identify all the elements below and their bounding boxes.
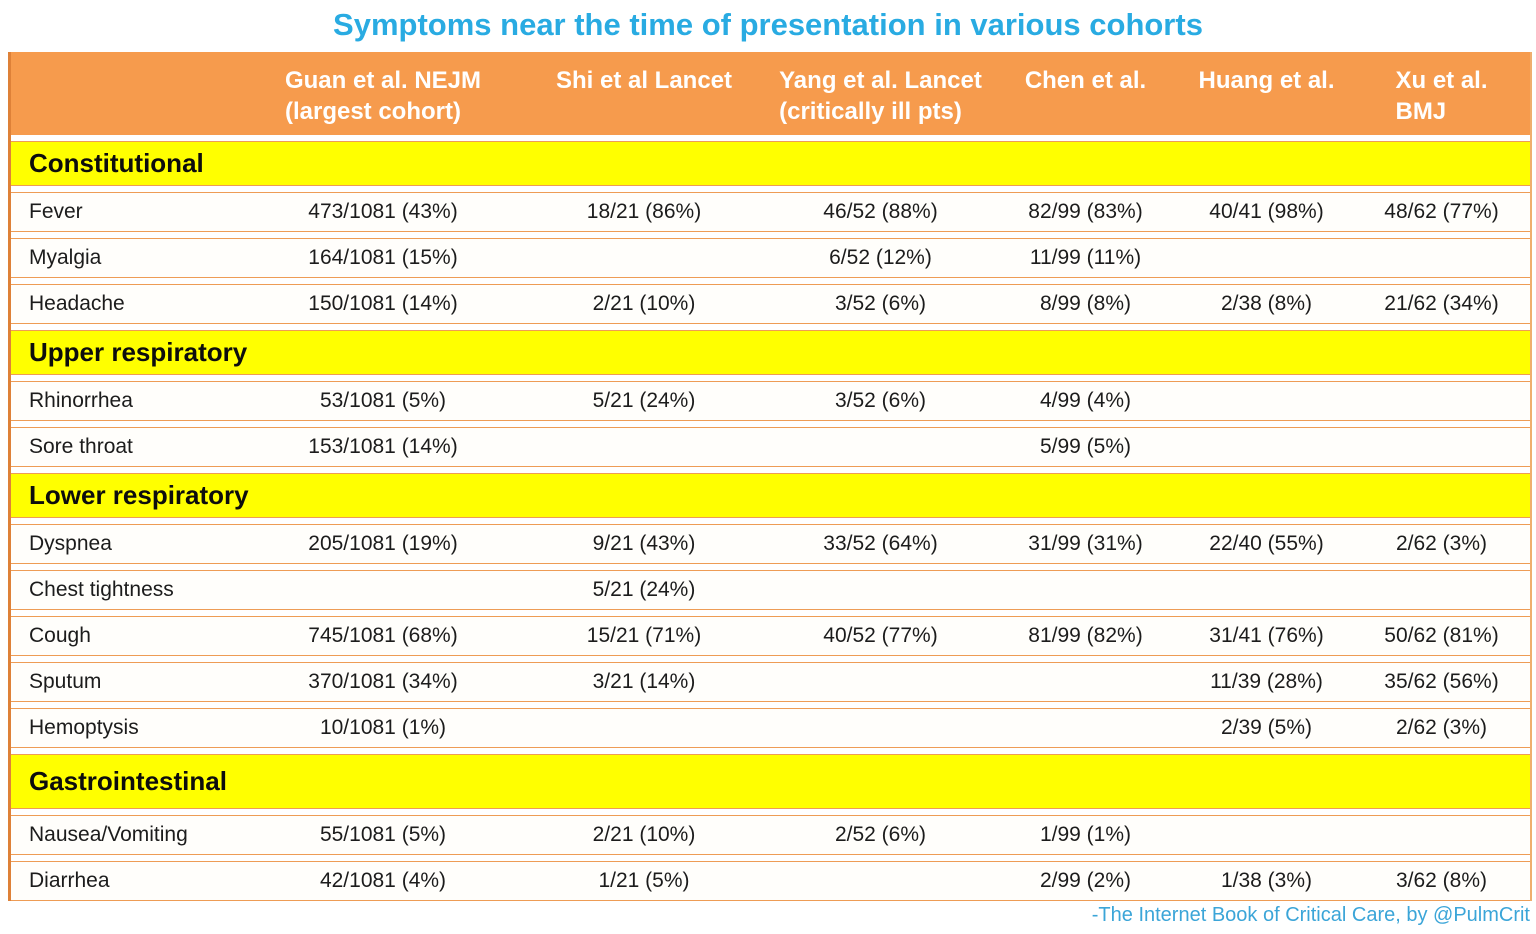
table-row <box>11 708 1530 748</box>
value-cell: 10/1081 (1%) <box>319 716 447 739</box>
table-row <box>11 662 1530 702</box>
value-cell: 473/1081 (43%) <box>308 200 458 223</box>
value-cell: 8/99 (8%) <box>1039 292 1132 315</box>
symptom-label: Chest tightness <box>29 578 174 601</box>
value-cell: 205/1081 (19%) <box>308 532 458 555</box>
table-row <box>11 238 1530 278</box>
value-cell: 2/21 (10%) <box>592 292 696 315</box>
column-header-line: Yang et al. Lancet <box>779 67 982 94</box>
value-cell: 31/41 (76%) <box>1209 624 1324 647</box>
value-cell: 81/99 (82%) <box>1028 624 1143 647</box>
value-cell: 150/1081 (14%) <box>308 292 458 315</box>
value-cell: 2/21 (10%) <box>592 823 696 846</box>
value-cell: 2/62 (3%) <box>1395 716 1488 739</box>
value-cell: 18/21 (86%) <box>586 200 702 223</box>
value-cell: 1/99 (1%) <box>1039 823 1132 846</box>
table-row <box>11 815 1530 855</box>
value-cell: 9/21 (43%) <box>592 532 696 555</box>
column-header-line: BMJ <box>1395 98 1447 125</box>
table-row <box>11 524 1530 564</box>
table-row <box>11 861 1530 901</box>
column-header-line: (critically ill pts) <box>779 98 962 125</box>
value-cell: 21/62 (34%) <box>1384 292 1499 315</box>
value-cell: 3/21 (14%) <box>592 670 696 693</box>
value-cell: 11/99 (11%) <box>1029 246 1142 269</box>
section-group <box>11 473 1530 748</box>
section-label: Constitutional <box>29 148 204 178</box>
section-header-row <box>11 330 1530 375</box>
value-cell: 22/40 (55%) <box>1209 532 1324 555</box>
column-header-xu <box>1353 65 1530 127</box>
table-row <box>11 192 1530 232</box>
section-header-row <box>11 141 1530 186</box>
symptom-label: Myalgia <box>29 246 102 269</box>
value-cell: 3/62 (8%) <box>1395 869 1488 892</box>
value-cell: 5/21 (24%) <box>592 389 696 412</box>
column-header-guan <box>248 65 518 127</box>
table-row <box>11 616 1530 656</box>
value-cell: 5/21 (24%) <box>592 578 696 601</box>
column-header-line: Xu et al. <box>1395 67 1488 94</box>
value-cell: 35/62 (56%) <box>1384 670 1499 693</box>
value-cell: 40/52 (77%) <box>823 624 938 647</box>
value-cell: 1/21 (5%) <box>598 869 690 892</box>
column-header-line: (largest cohort) <box>284 98 461 125</box>
column-header-line: Huang et al. <box>1198 67 1335 94</box>
table-row <box>11 381 1530 421</box>
symptoms-table <box>8 52 1532 901</box>
value-cell: 50/62 (81%) <box>1384 624 1499 647</box>
symptom-label: Fever <box>29 200 83 223</box>
symptom-label: Dyspnea <box>29 532 112 555</box>
value-cell: 6/52 (12%) <box>829 246 932 269</box>
value-cell: 2/38 (8%) <box>1220 292 1313 315</box>
symptom-label: Sputum <box>29 670 102 693</box>
section-label: Lower respiratory <box>29 480 249 510</box>
value-cell: 153/1081 (14%) <box>308 435 458 458</box>
column-header-chen <box>991 65 1180 96</box>
value-cell: 42/1081 (4%) <box>319 869 447 892</box>
table-row <box>11 570 1530 610</box>
value-cell: 11/39 (28%) <box>1210 670 1323 693</box>
table-row <box>11 427 1530 467</box>
value-cell: 1/38 (3%) <box>1220 869 1313 892</box>
credit-line: -The Internet Book of Critical Care, by @PulmCrit <box>1091 904 1530 926</box>
column-header-huang <box>1180 65 1353 96</box>
column-header-shi <box>518 65 770 96</box>
value-cell: 53/1081 (5%) <box>319 389 447 412</box>
value-cell: 2/39 (5%) <box>1220 716 1313 739</box>
value-cell: 15/21 (71%) <box>586 624 702 647</box>
table-body <box>11 141 1530 901</box>
value-cell: 33/52 (64%) <box>823 532 938 555</box>
column-header-yang <box>770 65 991 127</box>
value-cell: 31/99 (31%) <box>1028 532 1143 555</box>
section-label: Gastrointestinal <box>29 766 227 796</box>
column-header-line: Chen et al. <box>1024 67 1147 94</box>
value-cell: 5/99 (5%) <box>1039 435 1132 458</box>
value-cell: 82/99 (83%) <box>1028 200 1143 223</box>
value-cell: 48/62 (77%) <box>1384 200 1499 223</box>
section-group <box>11 754 1530 901</box>
value-cell: 2/52 (6%) <box>834 823 927 846</box>
value-cell: 2/62 (3%) <box>1395 532 1488 555</box>
symptom-label: Cough <box>29 624 91 647</box>
section-header-row <box>11 754 1530 809</box>
value-cell: 40/41 (98%) <box>1209 200 1324 223</box>
symptom-label: Sore throat <box>29 435 133 458</box>
value-cell: 4/99 (4%) <box>1039 389 1132 412</box>
value-cell: 55/1081 (5%) <box>319 823 447 846</box>
symptom-label: Diarrhea <box>29 869 110 892</box>
column-header-line: Guan et al. NEJM <box>284 67 482 94</box>
table-row <box>11 284 1530 324</box>
section-group <box>11 330 1530 467</box>
symptom-label: Headache <box>29 292 125 315</box>
value-cell: 370/1081 (34%) <box>308 670 458 693</box>
value-cell: 3/52 (6%) <box>834 389 927 412</box>
table-header-row <box>11 52 1530 135</box>
column-header-line: Shi et al Lancet <box>555 67 733 94</box>
value-cell: 745/1081 (68%) <box>308 624 458 647</box>
symptom-label: Rhinorrhea <box>29 389 133 412</box>
value-cell: 164/1081 (15%) <box>308 246 458 269</box>
page-title: Symptoms near the time of presentation in various cohorts <box>333 7 1203 42</box>
symptom-label: Hemoptysis <box>29 716 139 739</box>
section-label: Upper respiratory <box>29 337 248 367</box>
value-cell: 3/52 (6%) <box>834 292 927 315</box>
symptom-label: Nausea/Vomiting <box>29 823 188 846</box>
value-cell: 46/52 (88%) <box>823 200 938 223</box>
value-cell: 2/99 (2%) <box>1039 869 1132 892</box>
section-header-row <box>11 473 1530 518</box>
section-group <box>11 141 1530 324</box>
